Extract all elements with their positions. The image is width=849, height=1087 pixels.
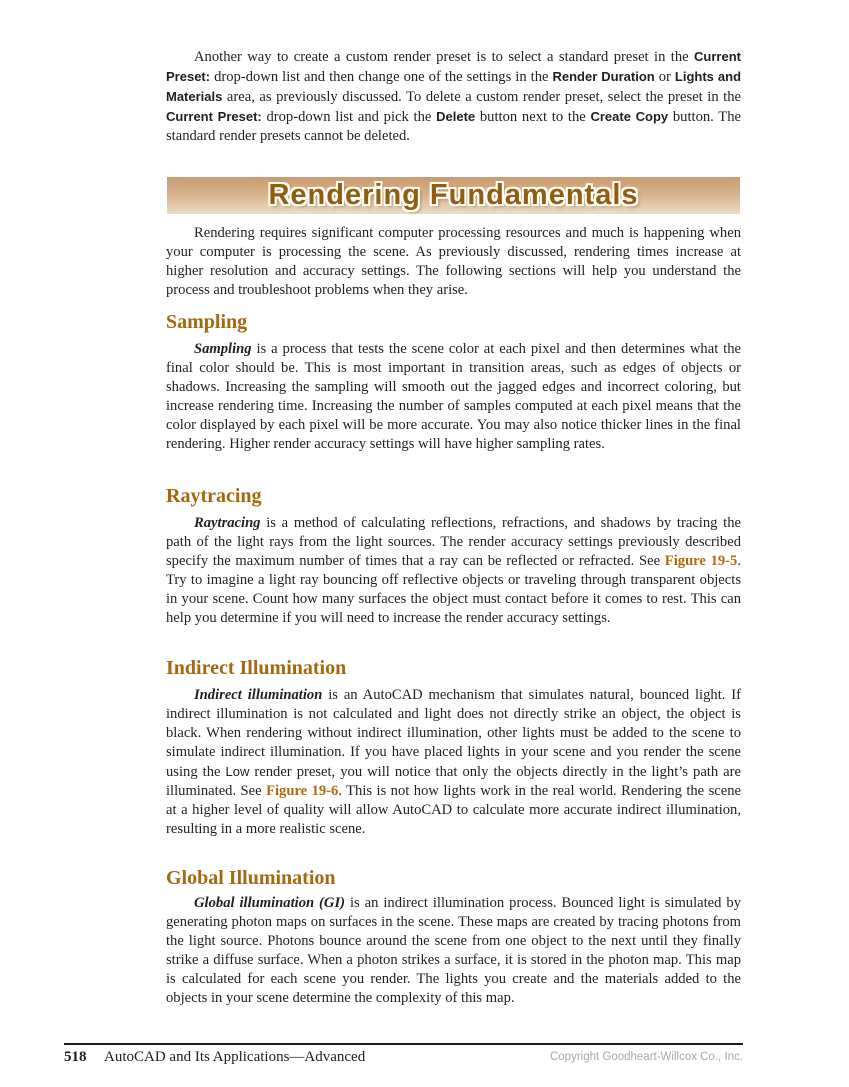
- text-run: drop-down list and pick the: [261, 109, 437, 125]
- text-run: Lights and Materials: [166, 69, 742, 104]
- paragraph-custom-render-preset: [166, 47, 741, 146]
- paragraph-rendering-intro: [166, 224, 741, 300]
- heading-sampling: Sampling: [166, 311, 248, 333]
- paragraph-sampling: [166, 340, 741, 454]
- heading-raytracing: Raytracing: [166, 485, 262, 507]
- banner-title: Rendering Fundamentals: [268, 179, 639, 211]
- text-run: is a method of calculating reflections, refractions, and shadows by tracing the path of the light rays from the light sources. The render accuracy settings previously described specify the maximum number of times that a ray can be reflected or refracted. See: [166, 515, 741, 569]
- text-run: button. The standard render presets cannot be deleted.: [166, 109, 741, 144]
- text-run: or: [654, 69, 675, 85]
- footer-book-title: AutoCAD and Its Applications—Advanced: [104, 1049, 366, 1065]
- text-run: Current Preset:: [166, 49, 741, 84]
- footer-rule: [64, 1043, 743, 1045]
- text-run: is a process that tests the scene color at each pixel and then determines what the final color should be. This is most important in transition areas, such as edges of objects or shadows. Increasing the sampling will smooth out the jagged edges and incorrect coloring, but increase rendering time. Increasing the number of samples computed at each pixel means that the color displayed by each pixel will be more accurate. You may also notice thicker lines in the final rendering. Higher render accuracy settings will have higher sampling rates.: [166, 341, 741, 452]
- figure-reference: Figure 19-6: [266, 783, 339, 799]
- text-run: Global illumination (GI): [194, 895, 345, 911]
- text-run: Indirect illumination: [194, 687, 323, 703]
- text-run: render preset, you will notice that only the objects directly in the light’s path are illuminated. See: [166, 764, 741, 799]
- footer-copyright: Copyright Goodheart-Willcox Co., Inc.: [549, 1051, 743, 1063]
- section-banner: [167, 177, 740, 214]
- paragraph-indirect-illumination: [166, 686, 741, 839]
- text-run: Raytracing: [194, 515, 261, 531]
- text-run: is an indirect illumination process. Bounced light is simulated by generating photon maps on surfaces in the scene. These maps are created by tracing photons from the light source. Photons bounce around the scene from one object to the next until they finally strike a diffuse surface. When a photon strikes a surface, it is stored in the photon map. This map is calculated for each scene you render. The lights you create and the materials added to the objects in your scene determine the complexity of this map.: [166, 895, 741, 1006]
- text-run: is an AutoCAD mechanism that simulates natural, bounced light. If indirect illumination is not calculated and light does not directly strike an object, the object is black. When rendering without indirect illumination, other lights must be added to the scene to simulate indirect illumination. If you have placed lights in your scene and you render the scene using the: [166, 687, 742, 780]
- footer-page-number: 518: [64, 1049, 87, 1065]
- figure-reference: Figure 19-5: [664, 553, 738, 569]
- text-run: . This is not how lights work in the real world. Rendering the scene at a higher level of quality will allow AutoCAD to calculate more accurate indirect illumination, resulting in a more realistic scene.: [166, 783, 741, 837]
- paragraph-raytracing: [166, 514, 741, 628]
- text-run: Rendering requires significant computer processing resources and much is happening when your computer is processing the scene. As previously discussed, rendering times increase at higher resolution and accuracy settings. The following sections will help you understand the process and troubleshoot problems when they arise.: [166, 225, 741, 298]
- text-run: Delete: [436, 109, 476, 124]
- text-run: Another way to create a custom render preset is to select a standard preset in the: [194, 49, 695, 65]
- text-run: drop-down list and then change one of the settings in the: [210, 69, 553, 85]
- text-run: button next to the: [475, 109, 591, 125]
- heading-global-illumination: Global Illumination: [166, 867, 336, 889]
- text-run: Low: [225, 764, 250, 779]
- text-run: Sampling: [194, 341, 252, 357]
- text-run: Render Duration: [552, 69, 655, 84]
- text-run: area, as previously discussed. To delete a custom render preset, select the preset in the: [222, 89, 741, 105]
- text-run: Current Preset:: [166, 109, 262, 124]
- heading-indirect-illumination: Indirect Illumination: [166, 657, 347, 679]
- paragraph-global-illumination: [166, 894, 741, 1008]
- text-run: . Try to imagine a light ray bouncing off reflective objects or traveling through transparent objects in your scene. Count how many surfaces the object must contact before it comes to rest. This can help you determine if you will need to increase the render accuracy settings.: [166, 553, 741, 626]
- text-run: Create Copy: [590, 109, 669, 124]
